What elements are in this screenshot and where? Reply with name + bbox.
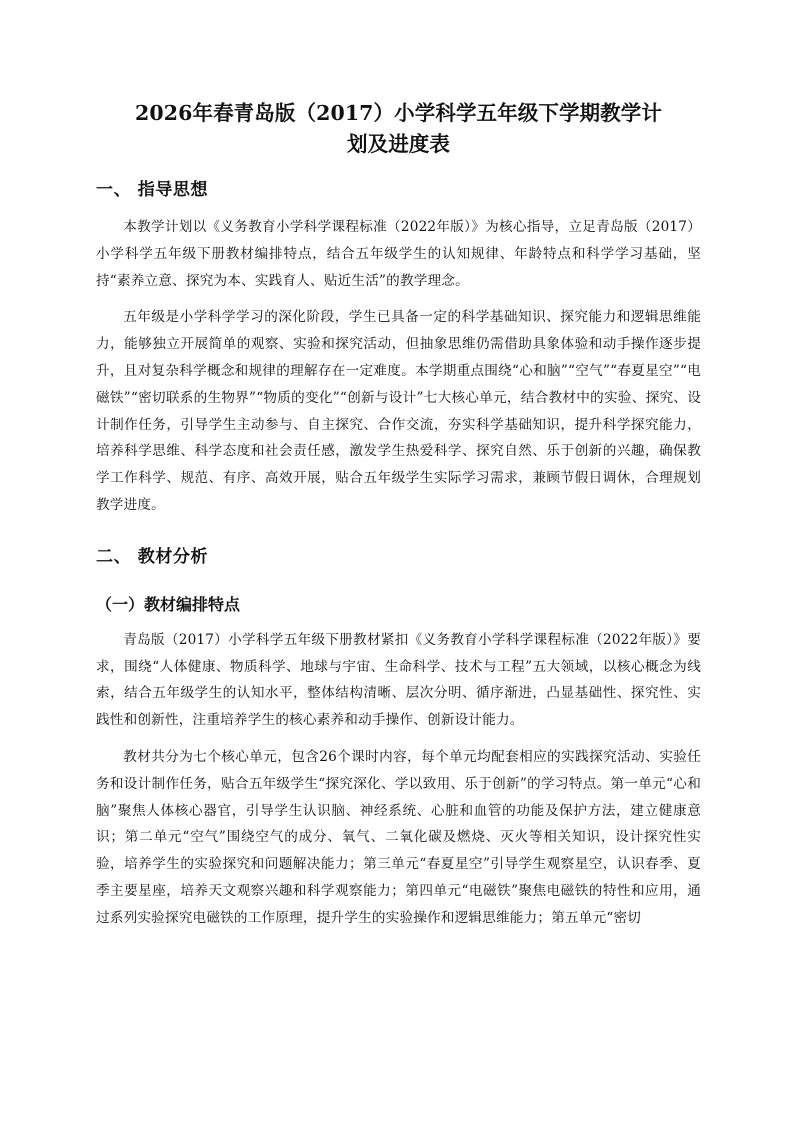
- paragraph-guiding-2: 五年级是小学科学学习的深化阶段，学生已具备一定的科学基础知识、探究能力和逻辑思维能力，能够独立开展简单的观察、实验和探究活动，但抽象思维仍需借助具象体验和动手操作逐步提升，且对复杂科学概念和规律的理解存在一定难度。本学期重点围绕“心和脑”“空气”“春夏星空”“电磁铁”“密切联系的生物界”“物质的变化”“创新与设计”七大核心单元，结合教材中的实验、探究、设计制作任务，引导学生主动参与、自主探究、合作交流，夯实科学基础知识，提升科学探究能力，培养科学思维、科学态度和社会责任感，激发学生热爱科学、探究自然、乐于创新的兴趣，确保教学工作科学、规范、有序、高效开展，贴合五年级学生实际学习需求，兼顾节假日调休，合理规划教学进度。: [96, 309, 701, 513]
- document-title: [96, 98, 701, 160]
- paragraph-guiding-1: 本教学计划以《义务教育小学科学课程标准（2022年版）》为核心指导，立足青岛版（2017）小学科学五年级下册教材编排特点，结合五年级学生的认知规律、年龄特点和科学学习基础，坚持“素养立意、探究为本、实践育人、贴近生活”的教学理念。: [96, 219, 701, 289]
- paragraph-analysis-2: 教材共分为七个核心单元，包含26个课时内容，每个单元均配套相应的实践探究活动、实验任务和设计制作任务，贴合五年级学生“探究深化、学以致用、乐于创新”的学习特点。第一单元“心和脑”聚焦人体核心器官，引导学生认识脑、神经系统、心脏和血管的功能及保护方法，建立健康意识；第二单元“空气”围绕空气的成分、氧气、二氧化碳及燃烧、灭火等相关知识，设计探究性实验，培养学生的实验探究和问题解决能力；第三单元“春夏星空”引导学生观察星空，认识春季、夏季主要星座，培养天文观察兴趣和科学观察能力；第四单元“电磁铁”聚焦电磁铁的特性和应用，通过系列实验探究电磁铁的工作原理，提升学生的实验操作和逻辑思维能力；第五单元“密切: [96, 748, 701, 926]
- document-title-line1: 2026年春青岛版（2017）小学科学五年级下学期教学计: [135, 101, 662, 125]
- subsection-heading-layout-features: （一）教材编排特点: [96, 594, 241, 614]
- document-title-line2: 划及进度表: [347, 132, 450, 156]
- section-heading-guiding-thought: 一、 指导思想: [96, 180, 209, 200]
- paragraph-analysis-1: 青岛版（2017）小学科学五年级下册教材紧扣《义务教育小学科学课程标准（2022年版）》要求，围绕“人体健康、物质科学、地球与宇宙、生命科学、技术与工程”五大领域，以核心概念为线索，结合五年级学生的认知水平，整体结构清晰、层次分明、循序渐进，凸显基础性、探究性、实践性和创新性，注重培养学生的核心素养和动手操作、创新设计能力。: [96, 631, 701, 729]
- section-heading-textbook-analysis: 二、 教材分析: [96, 546, 209, 567]
